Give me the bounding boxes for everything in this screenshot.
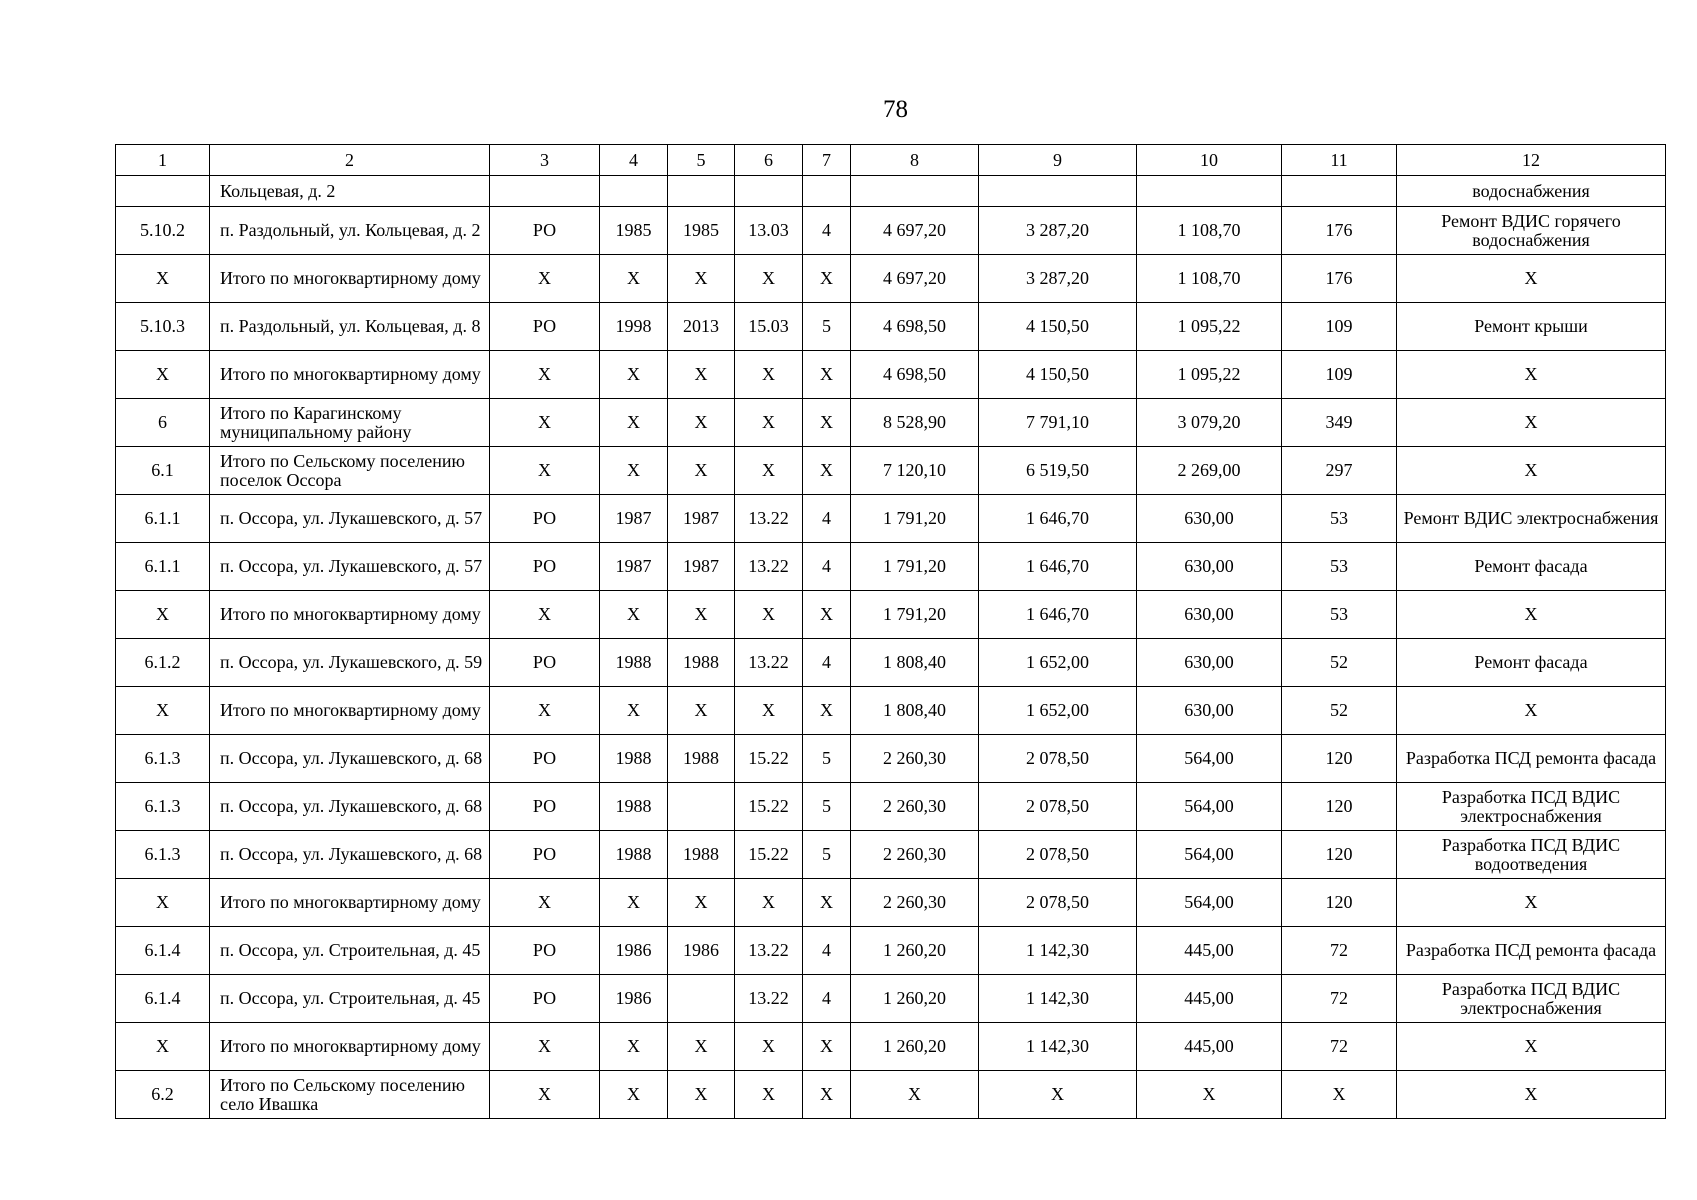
cell-address: Итого по многоквартирному дому [210,591,490,639]
cell-cost: 564,00 [1137,735,1282,783]
cell-work-type: X [1397,687,1666,735]
cell-address: п. Раздольный, ул. Кольцевая, д. 8 [210,303,490,351]
cell-year-built: 1988 [600,831,668,879]
cell-code: X [735,1071,803,1119]
cell-floors [803,176,851,207]
cell-area-total: 1 260,20 [851,927,979,975]
header-cell-4: 4 [600,145,668,176]
cell-cost: 2 269,00 [1137,447,1282,495]
cell-area-total: 1 791,20 [851,543,979,591]
table-row [116,351,1666,399]
cell-code: X [735,591,803,639]
table-row [116,1023,1666,1071]
header-cell-2: 2 [210,145,490,176]
cell-area-total: 4 697,20 [851,207,979,255]
cell-floors: 5 [803,735,851,783]
cell-year-built: 1985 [600,207,668,255]
cell-type: РО [490,639,600,687]
cell-address: Итого по многоквартирному дому [210,879,490,927]
cell-num: X [116,879,210,927]
table-row [116,447,1666,495]
cell-area-living: 2 078,50 [979,831,1137,879]
cell-address: Итого по многоквартирному дому [210,255,490,303]
cell-floors: 5 [803,783,851,831]
cell-type: РО [490,495,600,543]
cell-address: п. Оссора, ул. Строительная, д. 45 [210,975,490,1023]
table-row [116,783,1666,831]
cell-year-built [600,176,668,207]
cell-address: Итого по Сельскому поселению поселок Оссора [210,447,490,495]
cell-area-living: 2 078,50 [979,735,1137,783]
table-row [116,975,1666,1023]
cell-num: 6.1.3 [116,783,210,831]
cell-cost: 630,00 [1137,639,1282,687]
cell-floors: 4 [803,975,851,1023]
cell-year-built: 1988 [600,735,668,783]
cell-code: X [735,399,803,447]
cell-num: X [116,255,210,303]
cell-floors: 5 [803,303,851,351]
cell-cost: 564,00 [1137,831,1282,879]
cell-work-type: X [1397,879,1666,927]
cell-num: 6.1.4 [116,975,210,1023]
table-row [116,927,1666,975]
cell-area-total: 1 808,40 [851,687,979,735]
cell-type: РО [490,831,600,879]
cell-residents: 120 [1282,735,1397,783]
cell-area-living: 2 078,50 [979,783,1137,831]
cell-residents: 53 [1282,495,1397,543]
header-cell-9: 9 [979,145,1137,176]
cell-area-total: 1 260,20 [851,975,979,1023]
table-row [116,543,1666,591]
cell-code: 13.22 [735,639,803,687]
table-row [116,176,1666,207]
cell-work-type: Ремонт фасада [1397,543,1666,591]
cell-area-total: 2 260,30 [851,879,979,927]
cell-residents: 72 [1282,1023,1397,1071]
cell-area-living: X [979,1071,1137,1119]
cell-area-living: 1 652,00 [979,687,1137,735]
cell-address: п. Оссора, ул. Лукашевского, д. 57 [210,543,490,591]
cell-cost: 1 095,22 [1137,351,1282,399]
cell-code: X [735,879,803,927]
cell-work-type: X [1397,255,1666,303]
cell-area-living: 2 078,50 [979,879,1137,927]
cell-num: 6 [116,399,210,447]
page-number: 78 [883,96,908,123]
table-body [116,145,1666,1119]
cell-year-built: 1987 [600,495,668,543]
cell-address: Итого по многоквартирному дому [210,351,490,399]
cell-year-built: X [600,1071,668,1119]
cell-num: 6.1.2 [116,639,210,687]
cell-floors: X [803,399,851,447]
cell-area-total: 2 260,30 [851,783,979,831]
cell-code: X [735,447,803,495]
cell-cost: 3 079,20 [1137,399,1282,447]
cell-type: РО [490,303,600,351]
cell-code: 13.22 [735,543,803,591]
cell-year-repair: X [668,351,735,399]
cell-floors: X [803,879,851,927]
cell-type: X [490,591,600,639]
cell-year-repair: X [668,879,735,927]
cell-area-living: 1 652,00 [979,639,1137,687]
cell-area-total: 7 120,10 [851,447,979,495]
cell-cost: 445,00 [1137,975,1282,1023]
cell-num: X [116,687,210,735]
cell-work-type: Разработка ПСД ВДИС электроснабжения [1397,783,1666,831]
cell-residents: 53 [1282,591,1397,639]
cell-floors: X [803,1023,851,1071]
cell-type: X [490,447,600,495]
table-row [116,255,1666,303]
cell-work-type: Разработка ПСД ремонта фасада [1397,927,1666,975]
cell-type: РО [490,543,600,591]
cell-address: п. Оссора, ул. Лукашевского, д. 68 [210,783,490,831]
cell-code: 13.03 [735,207,803,255]
cell-year-repair: X [668,1071,735,1119]
cell-cost: 630,00 [1137,687,1282,735]
cell-year-repair [668,176,735,207]
cell-year-built: 1998 [600,303,668,351]
cell-type: РО [490,975,600,1023]
cell-year-repair: X [668,687,735,735]
cell-residents: 297 [1282,447,1397,495]
cell-code: X [735,687,803,735]
cell-code: 15.22 [735,735,803,783]
cell-num: X [116,1023,210,1071]
cell-code: X [735,1023,803,1071]
cell-year-built: X [600,351,668,399]
cell-floors: X [803,351,851,399]
cell-cost: 630,00 [1137,543,1282,591]
cell-address: Итого по многоквартирному дому [210,687,490,735]
cell-cost: 630,00 [1137,495,1282,543]
cell-area-living: 4 150,50 [979,303,1137,351]
cell-area-living: 3 287,20 [979,207,1137,255]
cell-cost: 1 108,70 [1137,255,1282,303]
cell-year-repair: X [668,255,735,303]
cell-residents: 120 [1282,783,1397,831]
table-row [116,687,1666,735]
header-cell-8: 8 [851,145,979,176]
header-cell-3: 3 [490,145,600,176]
cell-area-total: 2 260,30 [851,735,979,783]
table-row [116,591,1666,639]
cell-num: 6.1.4 [116,927,210,975]
cell-address: п. Раздольный, ул. Кольцевая, д. 2 [210,207,490,255]
cell-floors: X [803,687,851,735]
cell-area-total: 4 698,50 [851,351,979,399]
cell-year-repair: 1985 [668,207,735,255]
cell-work-type: водоснабжения [1397,176,1666,207]
cell-work-type: X [1397,1071,1666,1119]
cell-area-total: X [851,1071,979,1119]
cell-num: X [116,351,210,399]
cell-code: 13.22 [735,927,803,975]
cell-floors: 4 [803,543,851,591]
table-row [116,1071,1666,1119]
cell-type: X [490,687,600,735]
cell-num: X [116,591,210,639]
cell-year-built: 1988 [600,639,668,687]
cell-num: 5.10.3 [116,303,210,351]
cell-type: X [490,255,600,303]
cell-year-repair: X [668,399,735,447]
cell-work-type: X [1397,447,1666,495]
cell-num: 5.10.2 [116,207,210,255]
table-row [116,399,1666,447]
cell-code: X [735,351,803,399]
header-cell-10: 10 [1137,145,1282,176]
cell-residents: 53 [1282,543,1397,591]
table-row [116,735,1666,783]
cell-cost: X [1137,1071,1282,1119]
cell-year-repair: 1988 [668,831,735,879]
cell-cost: 1 108,70 [1137,207,1282,255]
cell-type: РО [490,927,600,975]
cell-work-type: Ремонт ВДИС горячего водоснабжения [1397,207,1666,255]
cell-residents: 176 [1282,207,1397,255]
cell-residents: 72 [1282,927,1397,975]
header-cell-6: 6 [735,145,803,176]
cell-area-living: 1 142,30 [979,927,1137,975]
cell-area-living [979,176,1137,207]
cell-floors: X [803,591,851,639]
cell-num: 6.2 [116,1071,210,1119]
cell-type: РО [490,735,600,783]
cell-floors: 4 [803,207,851,255]
cell-cost: 564,00 [1137,783,1282,831]
cell-address: Кольцевая, д. 2 [210,176,490,207]
cell-area-total [851,176,979,207]
cell-floors: 4 [803,639,851,687]
cell-cost: 445,00 [1137,927,1282,975]
cell-work-type: X [1397,399,1666,447]
cell-year-repair [668,975,735,1023]
cell-work-type: X [1397,1023,1666,1071]
cell-cost: 630,00 [1137,591,1282,639]
cell-residents: 52 [1282,639,1397,687]
cell-year-built: 1987 [600,543,668,591]
cell-year-repair: X [668,447,735,495]
table-row [116,207,1666,255]
cell-year-repair: 2013 [668,303,735,351]
cell-area-total: 1 791,20 [851,495,979,543]
cell-area-living: 1 646,70 [979,543,1137,591]
table-header-row [116,145,1666,176]
cell-work-type: Ремонт ВДИС электроснабжения [1397,495,1666,543]
cell-year-built: X [600,687,668,735]
cell-year-repair: 1987 [668,543,735,591]
cell-residents [1282,176,1397,207]
cell-cost: 1 095,22 [1137,303,1282,351]
cell-address: Итого по Карагинскому муниципальному району [210,399,490,447]
cell-residents: 349 [1282,399,1397,447]
cell-cost: 564,00 [1137,879,1282,927]
cell-code: 13.22 [735,495,803,543]
cell-floors: 5 [803,831,851,879]
table-row [116,831,1666,879]
cell-num [116,176,210,207]
cell-year-built: X [600,255,668,303]
cell-code [735,176,803,207]
cell-type: РО [490,207,600,255]
cell-year-built: X [600,879,668,927]
cell-floors: 4 [803,927,851,975]
cell-year-built: 1988 [600,783,668,831]
cell-num: 6.1.3 [116,735,210,783]
cell-year-repair: X [668,591,735,639]
cell-area-living: 1 646,70 [979,495,1137,543]
table-row [116,303,1666,351]
cell-type: X [490,1023,600,1071]
cell-type [490,176,600,207]
cell-floors: X [803,447,851,495]
cell-area-living: 3 287,20 [979,255,1137,303]
cell-residents: 120 [1282,831,1397,879]
cell-residents: 52 [1282,687,1397,735]
cell-area-total: 4 697,20 [851,255,979,303]
cell-type: РО [490,783,600,831]
cell-work-type: Ремонт крыши [1397,303,1666,351]
cell-num: 6.1.1 [116,543,210,591]
header-cell-5: 5 [668,145,735,176]
cell-num: 6.1.3 [116,831,210,879]
cell-work-type: X [1397,591,1666,639]
header-cell-11: 11 [1282,145,1397,176]
cell-work-type: Ремонт фасада [1397,639,1666,687]
cell-area-total: 1 260,20 [851,1023,979,1071]
cell-work-type: X [1397,351,1666,399]
cell-address: Итого по Сельскому поселению село Ивашка [210,1071,490,1119]
cell-address: Итого по многоквартирному дому [210,1023,490,1071]
cell-year-repair: 1988 [668,639,735,687]
cell-residents: X [1282,1071,1397,1119]
cell-code: 15.22 [735,831,803,879]
cell-year-repair [668,783,735,831]
cell-num: 6.1.1 [116,495,210,543]
header-cell-12: 12 [1397,145,1666,176]
cell-work-type: Разработка ПСД ВДИС электроснабжения [1397,975,1666,1023]
cell-code: 15.22 [735,783,803,831]
cell-area-total: 1 791,20 [851,591,979,639]
cell-num: 6.1 [116,447,210,495]
cell-year-repair: X [668,1023,735,1071]
cell-area-living: 1 142,30 [979,975,1137,1023]
cell-area-living: 1 142,30 [979,1023,1137,1071]
cell-type: X [490,351,600,399]
cell-address: п. Оссора, ул. Лукашевского, д. 57 [210,495,490,543]
cell-work-type: Разработка ПСД ВДИС водоотведения [1397,831,1666,879]
cell-address: п. Оссора, ул. Строительная, д. 45 [210,927,490,975]
cell-residents: 120 [1282,879,1397,927]
cell-year-built: X [600,399,668,447]
cell-area-total: 1 808,40 [851,639,979,687]
cell-year-built: X [600,447,668,495]
cell-type: X [490,1071,600,1119]
header-cell-7: 7 [803,145,851,176]
cell-area-total: 2 260,30 [851,831,979,879]
cell-code: 15.03 [735,303,803,351]
cell-code: X [735,255,803,303]
cell-cost [1137,176,1282,207]
cell-code: 13.22 [735,975,803,1023]
header-cell-1: 1 [116,145,210,176]
cell-area-living: 1 646,70 [979,591,1137,639]
cell-floors: 4 [803,495,851,543]
cell-area-total: 4 698,50 [851,303,979,351]
cell-cost: 445,00 [1137,1023,1282,1071]
cell-year-repair: 1988 [668,735,735,783]
cell-type: X [490,879,600,927]
cell-year-built: 1986 [600,975,668,1023]
cell-year-built: X [600,1023,668,1071]
cell-area-living: 4 150,50 [979,351,1137,399]
cell-residents: 176 [1282,255,1397,303]
cell-residents: 72 [1282,975,1397,1023]
cell-floors: X [803,1071,851,1119]
cell-area-living: 7 791,10 [979,399,1137,447]
cell-residents: 109 [1282,303,1397,351]
table-row [116,879,1666,927]
cell-floors: X [803,255,851,303]
cell-area-total: 8 528,90 [851,399,979,447]
table-row [116,495,1666,543]
cell-year-built: 1986 [600,927,668,975]
cell-address: п. Оссора, ул. Лукашевского, д. 68 [210,831,490,879]
cell-year-repair: 1987 [668,495,735,543]
table-row [116,639,1666,687]
cell-type: X [490,399,600,447]
cell-address: п. Оссора, ул. Лукашевского, д. 59 [210,639,490,687]
cell-area-living: 6 519,50 [979,447,1137,495]
cell-year-repair: 1986 [668,927,735,975]
works-table [115,144,1666,1119]
cell-address: п. Оссора, ул. Лукашевского, д. 68 [210,735,490,783]
cell-year-built: X [600,591,668,639]
cell-work-type: Разработка ПСД ремонта фасада [1397,735,1666,783]
cell-residents: 109 [1282,351,1397,399]
